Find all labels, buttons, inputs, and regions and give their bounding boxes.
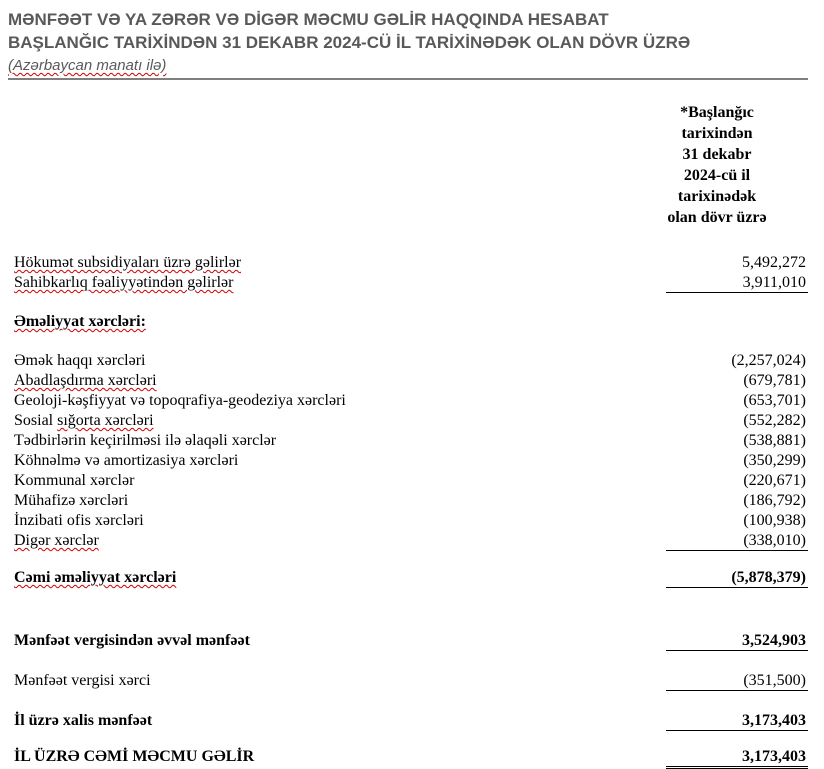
- table-row: [14, 569, 808, 589]
- label-text: İL ÜZRƏ CƏMİ MƏCMU GƏLİR: [14, 748, 255, 765]
- row-value: (338,010): [666, 532, 808, 551]
- row-label: [14, 452, 666, 470]
- row-label: [14, 254, 666, 272]
- row-value: 3,173,403: [666, 712, 808, 731]
- row-value: (100,938): [743, 512, 806, 529]
- label-text: Köhnəlmə və amortizasiya xərcləri: [14, 452, 239, 469]
- period-header-line: *Başlanğıc: [680, 104, 754, 121]
- misspelled-text: sığorta xərcləri: [57, 412, 154, 429]
- row-value: 3,911,010: [666, 274, 808, 293]
- row-label: [14, 512, 666, 530]
- table-row: [14, 748, 808, 768]
- table-row: [14, 512, 808, 532]
- row-label: [14, 352, 666, 370]
- label-text: Mənfəət vergisi xərci: [14, 672, 151, 689]
- table-row: [14, 632, 808, 652]
- period-column-header: [642, 102, 792, 228]
- row-label: [14, 569, 666, 587]
- row-label: [14, 672, 666, 690]
- table-row: [14, 274, 808, 294]
- row-label: [14, 372, 666, 390]
- table-row: [14, 712, 808, 732]
- label-text: İl üzrə xalis mənfəət: [14, 712, 153, 729]
- row-label: [14, 392, 666, 410]
- row-value: (653,701): [743, 392, 806, 409]
- report-table: [8, 254, 808, 768]
- table-row: [14, 372, 808, 392]
- row-label: [14, 532, 666, 550]
- row-value: (350,299): [743, 452, 806, 469]
- report-title-line1: MƏNFƏƏT VƏ YA ZƏRƏR VƏ DİGƏR MƏCMU GƏLİR HAQQINDA HESABAT: [8, 10, 609, 29]
- table-row: [14, 532, 808, 552]
- label-text: Mənfəət vergisindən əvvəl mənfəət: [14, 632, 250, 649]
- row-value: 3,173,403: [666, 748, 808, 769]
- row-value: (5,878,379): [666, 569, 808, 588]
- row-value: (679,781): [743, 372, 806, 389]
- row-label: [14, 472, 666, 490]
- period-header-line: 2024-cü il: [683, 167, 751, 184]
- report-header: [8, 8, 808, 80]
- misspelled-text: Cəmi əməliyyat xərcləri: [14, 569, 177, 586]
- row-label: [14, 432, 666, 450]
- table-row: [14, 313, 808, 333]
- row-value: (186,792): [743, 492, 806, 509]
- row-label: [14, 492, 666, 510]
- table-row: [14, 492, 808, 512]
- misspelled-text: Sahibkarlıq fəaliyyətindən gəlirlər: [14, 274, 234, 291]
- label-text: İnzibati ofis xərcləri: [14, 512, 144, 529]
- period-header-line: 31 dekabr: [682, 146, 752, 163]
- period-header-line: olan dövr üzrə: [667, 209, 767, 226]
- row-value: (351,500): [666, 672, 808, 691]
- label-text: Əmək haqqı xərcləri: [14, 352, 146, 369]
- row-value: (538,881): [743, 432, 806, 449]
- row-value: (552,282): [743, 412, 806, 429]
- row-value: (2,257,024): [731, 352, 806, 369]
- misspelled-text: Abadlaşdırma xərcləri: [14, 372, 157, 389]
- report-subtitle: (Azərbaycan manatı ilə): [8, 57, 167, 74]
- label-text: Geoloji-kəşfiyyat və topoqrafiya-geodeziya xərcləri: [14, 392, 346, 409]
- row-label: [14, 712, 666, 730]
- table-row: [14, 352, 808, 372]
- period-header-line: tarixinədək: [677, 188, 757, 205]
- label-text: Mühafizə xərcləri: [14, 492, 129, 509]
- row-label: [14, 632, 666, 650]
- row-label: [14, 748, 666, 766]
- label-text: Sosial: [14, 412, 58, 429]
- report-title: [8, 8, 808, 54]
- row-value: 5,492,272: [742, 254, 806, 271]
- table-row: [14, 472, 808, 492]
- table-row: [14, 452, 808, 472]
- misspelled-text: Digər xərclər: [14, 532, 99, 549]
- row-label: [14, 274, 666, 292]
- misspelled-text: Əməliyyat xərcləri:: [14, 313, 146, 330]
- row-label: [14, 313, 666, 331]
- table-row: [14, 412, 808, 432]
- label-text: Kommunal xərclər: [14, 472, 135, 489]
- row-value: (220,671): [743, 472, 806, 489]
- table-row: [14, 432, 808, 452]
- misspelled-text: Hökumət subsidiyaları üzrə gəlirlər: [14, 254, 242, 271]
- row-value: 3,524,903: [666, 632, 808, 651]
- period-header-line: tarixindən: [681, 125, 753, 142]
- report-title-line2: BAŞLANĞIC TARİXİNDƏN 31 DEKABR 2024-CÜ İL TARİXİNƏDƏK OLAN DÖVR ÜZRƏ: [8, 33, 691, 52]
- table-row: [14, 392, 808, 412]
- table-row: [14, 672, 808, 692]
- row-label: [14, 412, 666, 430]
- table-row: [14, 254, 808, 274]
- label-text: Tədbirlərin keçirilməsi ilə əlaqəli xərclər: [14, 432, 277, 449]
